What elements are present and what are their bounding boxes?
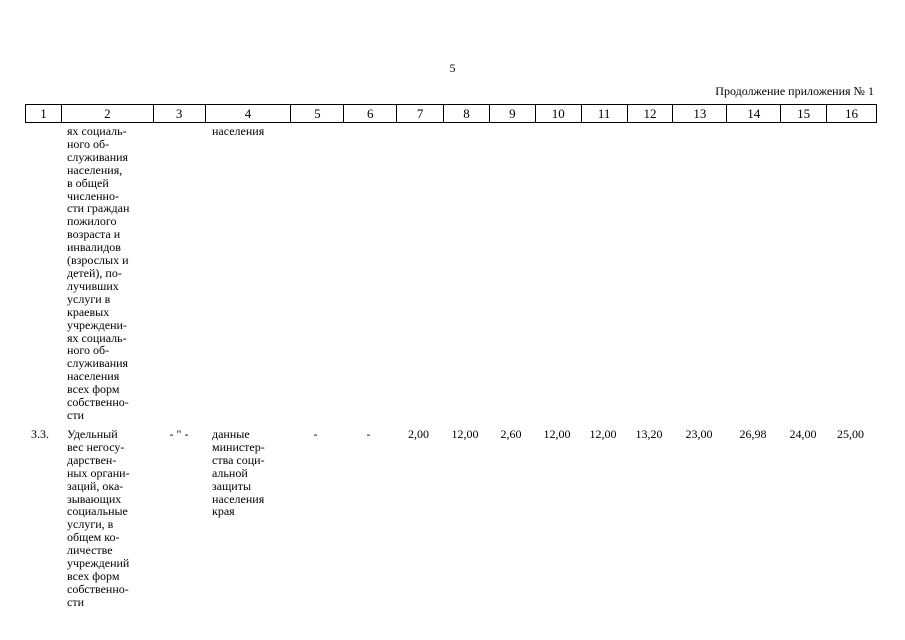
- header-col-11: 11: [582, 105, 628, 122]
- row-3-3-source-text: данные министер- ства соци- альной защиты населения края: [212, 427, 265, 519]
- row-3-3-value-col-14: 26,98: [739, 427, 767, 441]
- row-3-3-value-col-11: 12,00: [589, 427, 617, 441]
- prev-row-indicator-text: ях социаль- ного об- служивания населения, в общей численно- сти граждан пожилого возраста и инвалидов (взрослых и детей), по- лучивших услуги в краевых учреждени- ях социаль- ного об- служивания населения всех форм собственно- сти: [67, 124, 130, 422]
- header-col-1: 1: [26, 105, 62, 122]
- appendix-continuation-label: Продолжение приложения № 1: [715, 84, 874, 98]
- row-3-3-unit: - " -: [169, 427, 189, 441]
- header-col-4: 4: [206, 105, 292, 122]
- table-header-row: [25, 104, 877, 123]
- header-col-6: 6: [344, 105, 397, 122]
- header-col-3: 3: [154, 105, 206, 122]
- row-3-3-value-col-12: 13,20: [635, 427, 663, 441]
- row-3-3-value-col-7: 2,00: [408, 427, 429, 441]
- page-number: 5: [449, 61, 456, 75]
- row-3-3-value-col-5: -: [313, 427, 318, 441]
- row-3-3-value-col-13: 23,00: [685, 427, 713, 441]
- header-col-5: 5: [291, 105, 344, 122]
- prev-row-source-text: населения: [212, 124, 265, 138]
- row-3-3-value-col-9: 2,60: [500, 427, 522, 441]
- row-3-3-value-col-15: 24,00: [789, 427, 817, 441]
- row-3-3-number: 3.3.: [31, 427, 49, 441]
- header-col-13: 13: [673, 105, 727, 122]
- row-3-3-value-col-8: 12,00: [451, 427, 479, 441]
- row-3-3-indicator-text: Удельный вес негосу- дарствен- ных органи- заций, ока- зывающих социальные услуги, в общем ко- личестве учреждений всех форм собственно- сти: [67, 427, 130, 609]
- header-col-16: 16: [845, 106, 859, 121]
- row-3-3-value-col-10: 12,00: [543, 427, 571, 441]
- header-col-10: 10: [536, 105, 582, 122]
- row-3-3-value-col-16: 25,00: [837, 427, 864, 441]
- header-col-8: 8: [444, 105, 490, 122]
- row-3-3-value-col-6: -: [366, 427, 371, 441]
- header-col-15: 15: [781, 105, 827, 122]
- header-col-7: 7: [397, 105, 444, 122]
- header-col-2: 2: [62, 105, 154, 122]
- header-col-12: 12: [628, 105, 674, 122]
- header-col-14: 14: [727, 105, 781, 122]
- header-col-9: 9: [490, 105, 536, 122]
